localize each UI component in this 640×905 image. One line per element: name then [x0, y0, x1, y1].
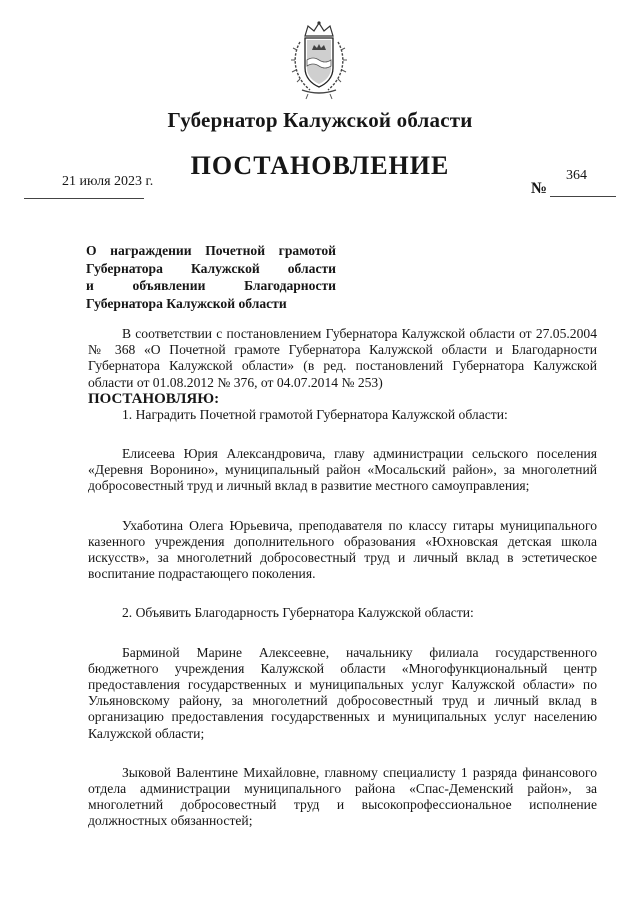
decree-word: ПОСТАНОВЛЯЮ: [88, 390, 220, 407]
section-2-title: 2. Объявить Благодарность Губернатора Калужской области: [122, 605, 474, 621]
document-subject [86, 242, 336, 312]
document-type-title: ПОСТАНОВЛЕНИЕ [190, 151, 450, 180]
award-paragraph: Ухаботина Олега Юрьевича, преподавателя по классу гитары муниципального казенного учреждения дополнительного образования «Юхновская детская школа искусств», за многолетний добросовестный труд и личный вклад в эстетическое воспитание подрастающего поколения. [88, 517, 597, 582]
document-body [88, 326, 597, 830]
document-number: 364 [566, 168, 587, 183]
number-sign: № [531, 180, 548, 197]
subject-line: Губернатора Калужской области [86, 295, 287, 311]
gratitude-paragraph: Зыковой Валентине Михайловне, главному специалисту 1 разряда финансового отдела администрации муниципального района «Спас-Деменский район», за многолетний добросовестный труд и высокопрофессиональное исполнение должностных обязанностей; [88, 764, 597, 829]
gratitude-paragraph: Барминой Марине Алексеевне, начальнику филиала государственного бюджетного учреждения Калужской области «Многофункциональный центр предоставления государственных и муниципальных услуг Калужской области» по Ульяновскому району, за многолетний добросовестный труд и личный вклад в организацию предоставления государственных и муниципальных услуг населению Калужской области; [88, 644, 597, 741]
subject-line: О награждении Почетной грамотой [86, 243, 336, 258]
kaluga-coat-of-arms-icon [288, 20, 350, 100]
preamble-paragraph: В соответствии с постановлением Губернатора Калужской области от 27.05.2004 № 368 «О Почетной грамоте Губернатора Калужской области и Благодарности Губернатора Калужской области» (в ред. постановлений Губернатора Калужской области от 01.08.2012 № 376, от 04.07.2014 № 253) [88, 326, 597, 390]
number-underline [550, 196, 616, 197]
date-underline [24, 198, 144, 199]
subject-line: и объявлении Благодарности [86, 278, 336, 293]
award-paragraph: Елисеева Юрия Александровича, главу администрации сельского поселения «Деревня Воронино», муниципальный район «Мосальский район», за многолетний добросовестный труд и личный вклад в развитие местного самоуправления; [88, 446, 597, 494]
subject-line: Губернатора Калужской области [86, 260, 336, 276]
section-1-title: 1. Наградить Почетной грамотой Губернатора Калужской области: [122, 406, 508, 422]
document-date: 21 июля 2023 г. [62, 174, 154, 189]
issuing-authority: Губернатор Калужской области [167, 108, 473, 132]
